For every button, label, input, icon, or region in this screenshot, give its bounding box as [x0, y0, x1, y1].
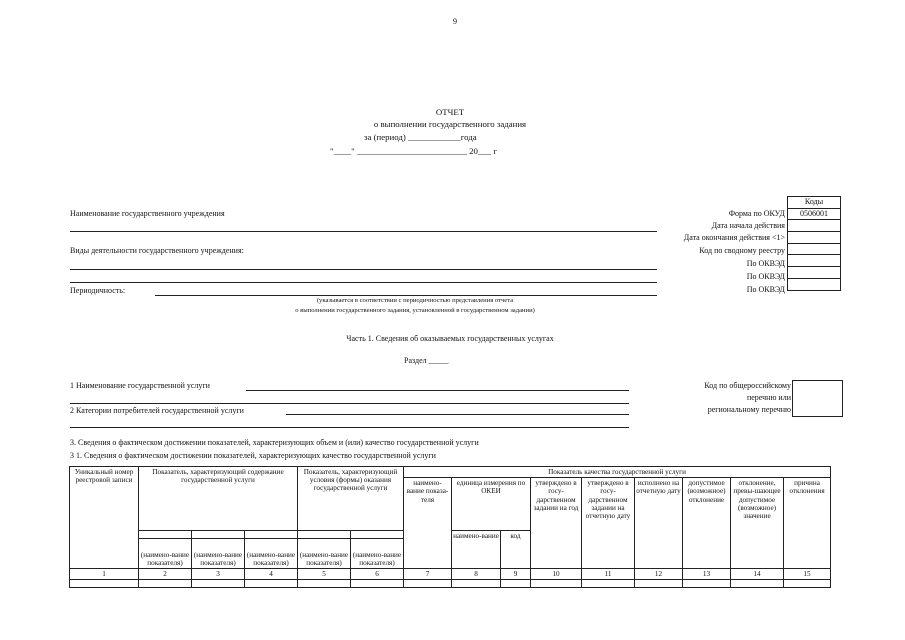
header-unit: единица измерения по ОКЕИ [452, 478, 531, 531]
header-approved-date: утверждено в госу-дарственном задании на отчетную дату [582, 478, 635, 569]
col-num-15: 15 [784, 569, 831, 580]
service-name-label: 1 Наименование государственной услуги [70, 381, 210, 390]
col-num-9: 9 [501, 569, 531, 580]
col-num-1: 1 [70, 569, 139, 580]
table-cell[interactable] [70, 580, 139, 588]
service-name-line[interactable] [246, 390, 629, 391]
conditions-blank-1 [298, 531, 351, 539]
activity-types-label: Виды деятельности государственного учреждения: [70, 246, 244, 255]
header-unit-code: код [501, 531, 531, 569]
codes-table [787, 196, 841, 291]
label-okved-3: По ОКВЭД [746, 285, 785, 294]
header-registry: Уникальный номер реестровой записи [70, 467, 139, 569]
table-cell[interactable] [582, 580, 635, 588]
code-okud[interactable]: 0506001 [788, 208, 841, 220]
consumers-line[interactable] [286, 414, 629, 415]
label-okved-1: По ОКВЭД [746, 259, 785, 268]
activity-line-1[interactable] [70, 269, 657, 270]
label-okved-2: По ОКВЭД [746, 272, 785, 281]
code-registry[interactable] [788, 243, 841, 255]
code-okved-1[interactable] [788, 255, 841, 267]
content-blank-3 [245, 531, 298, 539]
header-reason: причина отклонения [784, 478, 831, 569]
periodicity-note-2: о выполнении государственного задания, установленной в государственном задании) [295, 307, 535, 314]
col-num-4: 4 [245, 569, 298, 580]
header-content: Показатель, характеризующий содержание государственной услуги [139, 467, 298, 531]
table-cell[interactable] [501, 580, 531, 588]
section-3-title: 3. Сведения о фактическом достижении показателей, характеризующих объем и (или) качество государственной услуги [70, 438, 479, 447]
table-cell[interactable] [531, 580, 582, 588]
col-num-6: 6 [351, 569, 404, 580]
quality-table [69, 466, 831, 588]
label-okud: Форма по ОКУД [728, 209, 785, 218]
report-subtitle: о выполнении государственного задания [373, 119, 527, 129]
period-blank[interactable]: ____________ [407, 132, 461, 142]
content-blank-1 [139, 531, 192, 539]
report-date-line[interactable]: "____" _________________________ 20___ г [330, 146, 497, 156]
col-num-2: 2 [139, 569, 192, 580]
table-cell[interactable] [192, 580, 245, 588]
header-indicator-name: наимено-вание показа-теля [404, 478, 452, 569]
col-num-3: 3 [192, 569, 245, 580]
code-okved-2[interactable] [788, 267, 841, 279]
sub-label-5: (наимено-вание показателя) [298, 539, 351, 569]
table-cell[interactable] [452, 580, 501, 588]
part-title: Часть 1. Сведения об оказываемых государственных услугах [346, 334, 554, 343]
table-cell[interactable] [404, 580, 452, 588]
code-label-3: региональному перечню [707, 405, 791, 414]
consumers-label: 2 Категории потребителей государственной услуги [70, 406, 244, 415]
periodicity-note-1: (указывается в соответствии с периодичностью представления отчета [316, 297, 514, 304]
header-deviation: отклонение, превы-шающее допустимое (возможное) значение [731, 478, 784, 569]
code-start-date[interactable] [788, 220, 841, 232]
header-executed: исполнено на отчетную дату [635, 478, 683, 569]
header-unit-name: наимено-вание [452, 531, 501, 569]
sub-label-2: (наимено-вание показателя) [139, 539, 192, 569]
section-3-1-title: 3 1. Сведения о фактическом достижении показателей, характеризующих качество государственной услуги [70, 451, 436, 460]
report-period [364, 132, 477, 142]
section-label: Раздел _____ [404, 356, 449, 365]
table-cell[interactable] [139, 580, 192, 588]
col-num-11: 11 [582, 569, 635, 580]
table-cell[interactable] [784, 580, 831, 588]
header-quality: Показатель качества государственной услуги [404, 467, 831, 478]
period-suffix: года [460, 132, 477, 142]
col-num-12: 12 [635, 569, 683, 580]
page-number: 9 [453, 17, 457, 26]
table-cell[interactable] [245, 580, 298, 588]
col-num-10: 10 [531, 569, 582, 580]
periodicity-label: Периодичность: [70, 286, 126, 295]
codes-header: Коды [788, 197, 841, 209]
sub-label-4: (наимено-вание показателя) [245, 539, 298, 569]
label-registry: Код по сводному реестру [699, 246, 785, 255]
institution-name-label: Наименование государственного учреждения [70, 209, 225, 218]
col-num-13: 13 [683, 569, 731, 580]
service-code-box[interactable] [792, 380, 843, 417]
report-title: ОТЧЕТ [435, 107, 465, 117]
table-row [70, 580, 831, 588]
table-cell[interactable] [351, 580, 404, 588]
table-cell[interactable] [683, 580, 731, 588]
label-end-date: Дата окончания действия <1> [683, 233, 785, 242]
header-approved-year: утверждено в госу-дарственном задании на год [531, 478, 582, 569]
label-start-date: Дата начала действия [711, 221, 785, 230]
code-label-2: перечню или [746, 393, 791, 402]
sub-label-3: (наимено-вание показателя) [192, 539, 245, 569]
table-cell[interactable] [635, 580, 683, 588]
code-okved-3[interactable] [788, 278, 841, 290]
col-num-8: 8 [452, 569, 501, 580]
header-conditions: Показатель, характеризующий условия (формы) оказания государственной услуги [298, 467, 404, 531]
activity-line-2[interactable] [70, 282, 657, 283]
conditions-blank-2 [351, 531, 404, 539]
table-cell[interactable] [731, 580, 784, 588]
periodicity-line[interactable] [155, 295, 657, 296]
content-blank-2 [192, 531, 245, 539]
header-allowed: допустимое (возможное) отклонение [683, 478, 731, 569]
col-num-7: 7 [404, 569, 452, 580]
code-label-1: Код по общероссийскому [704, 381, 791, 390]
consumers-line-2[interactable] [70, 427, 629, 428]
period-prefix: за (период) [364, 132, 406, 142]
institution-name-line[interactable] [70, 231, 657, 232]
sub-label-6: (наимено-вание показателя) [351, 539, 404, 569]
col-num-5: 5 [298, 569, 351, 580]
table-cell[interactable] [298, 580, 351, 588]
service-name-line-2[interactable] [70, 403, 629, 404]
col-num-14: 14 [731, 569, 784, 580]
code-end-date[interactable] [788, 232, 841, 244]
